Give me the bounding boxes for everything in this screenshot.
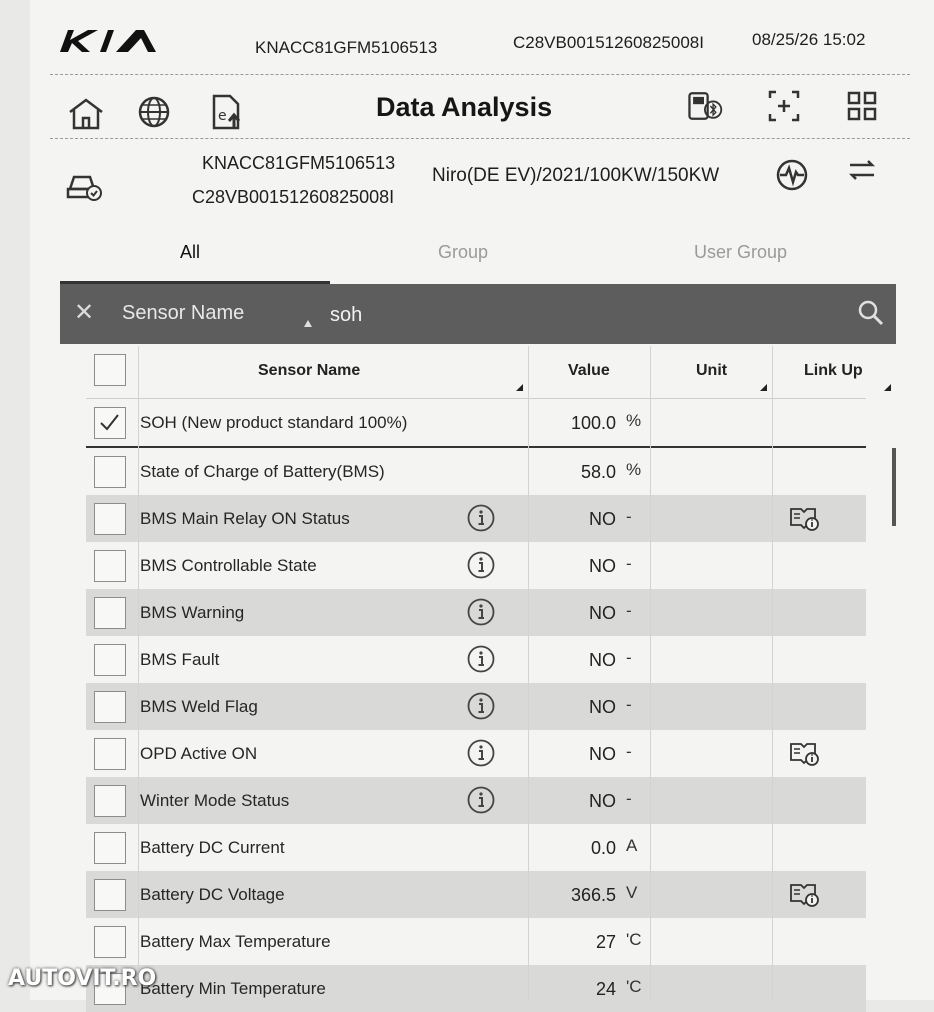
info-icon[interactable] <box>466 738 496 768</box>
sensor-unit: - <box>626 601 632 620</box>
tab-bar <box>60 228 910 288</box>
sensor-unit: - <box>626 507 632 526</box>
row-checkbox[interactable] <box>94 926 126 958</box>
table-row[interactable] <box>86 777 866 824</box>
table-row[interactable] <box>86 871 866 918</box>
table-row[interactable] <box>86 448 866 495</box>
vehicle-check-icon[interactable] <box>64 165 104 205</box>
sort-icon[interactable] <box>884 384 891 391</box>
row-checkbox[interactable] <box>94 550 126 582</box>
tab-group[interactable]: Group <box>438 242 489 262</box>
info-icon[interactable] <box>466 597 496 627</box>
link-up-icon[interactable] <box>788 505 820 533</box>
sensor-value: 0.0 <box>590 838 616 858</box>
table-body <box>86 399 866 1012</box>
sensor-name: Battery DC Voltage <box>140 885 285 904</box>
table-row[interactable] <box>86 965 866 1012</box>
toolbar <box>30 80 910 140</box>
sensor-value: NO <box>589 697 616 717</box>
watermark: AUTOVIT.RO <box>8 966 157 991</box>
table-row[interactable] <box>86 683 866 730</box>
sensor-name: State of Charge of Battery(BMS) <box>140 462 385 481</box>
row-checkbox[interactable] <box>94 785 126 817</box>
col-sensor-name[interactable]: Sensor Name <box>258 362 361 379</box>
col-unit[interactable]: Unit <box>696 362 728 379</box>
vehicle-code: C28VB00151260825008I <box>192 187 395 207</box>
sensor-value: NO <box>589 509 616 529</box>
row-checkbox[interactable] <box>94 691 126 723</box>
tab-user-group[interactable]: User Group <box>694 242 788 262</box>
sensor-value: 58.0 <box>580 462 616 482</box>
search-bar <box>60 284 896 344</box>
column-divider <box>528 346 529 1000</box>
header-vin: KNACC81GFM5106513 <box>255 38 438 57</box>
divider <box>50 74 910 75</box>
sensor-unit: - <box>626 695 632 714</box>
row-checkbox[interactable] <box>94 738 126 770</box>
sensor-value: NO <box>589 791 616 811</box>
header-code: C28VB00151260825008I <box>513 33 704 52</box>
upload-file-icon[interactable] <box>206 92 246 132</box>
sensor-value: NO <box>589 603 616 623</box>
field-dropdown-icon[interactable] <box>304 320 312 327</box>
sensor-unit: 'C <box>626 977 642 996</box>
row-checkbox[interactable] <box>94 644 126 676</box>
vehicle-info-row <box>30 145 910 215</box>
sensor-unit: % <box>626 460 642 479</box>
sensor-name: BMS Controllable State <box>140 556 317 575</box>
vehicle-vin: KNACC81GFM5106513 <box>202 153 396 173</box>
table-row[interactable] <box>86 730 866 777</box>
row-checkbox[interactable] <box>94 832 126 864</box>
column-divider <box>650 346 651 1000</box>
link-up-icon[interactable] <box>788 740 820 768</box>
swap-arrows-icon[interactable] <box>842 151 882 191</box>
sensor-name: BMS Weld Flag <box>140 697 258 716</box>
select-all-checkbox[interactable] <box>94 354 126 386</box>
sensor-name: Battery Max Temperature <box>140 932 331 951</box>
sort-icon[interactable] <box>516 384 523 391</box>
sensor-value: 24 <box>595 979 616 999</box>
info-icon[interactable] <box>466 644 496 674</box>
top-bar <box>30 18 910 68</box>
sensor-unit: - <box>626 789 632 808</box>
clear-search-icon[interactable]: ✕ <box>74 299 95 326</box>
sensor-unit: A <box>626 836 638 855</box>
sensor-unit: V <box>626 883 638 902</box>
sensor-unit: - <box>626 742 632 761</box>
table-row[interactable] <box>86 636 866 683</box>
column-divider <box>772 346 773 1000</box>
column-divider <box>138 346 139 1000</box>
bluetooth-tool-icon[interactable] <box>684 86 724 126</box>
kia-logo <box>58 26 166 56</box>
sensor-name: Winter Mode Status <box>140 791 290 810</box>
table-row[interactable] <box>86 824 866 871</box>
row-checkbox[interactable] <box>94 407 126 439</box>
sensor-unit: % <box>626 411 642 430</box>
search-input[interactable]: soh <box>330 304 363 326</box>
info-icon[interactable] <box>466 691 496 721</box>
sensor-unit: - <box>626 648 632 667</box>
sensor-name: SOH (New product standard 100%) <box>140 413 408 432</box>
sensor-value: NO <box>589 556 616 576</box>
sensor-value: 366.5 <box>570 885 616 905</box>
globe-icon[interactable] <box>134 92 174 132</box>
home-icon[interactable] <box>66 94 106 134</box>
sensor-name: BMS Warning <box>140 603 245 622</box>
col-link-up[interactable]: Link Up <box>804 362 863 379</box>
screen <box>30 0 934 1000</box>
sensor-value: 27 <box>595 932 616 952</box>
sensor-name: Battery Min Temperature <box>140 979 326 998</box>
col-value[interactable]: Value <box>568 362 610 379</box>
info-icon[interactable] <box>466 785 496 815</box>
sensor-value: NO <box>589 650 616 670</box>
table-header <box>86 346 866 399</box>
grid-icon[interactable] <box>842 86 882 126</box>
table-row[interactable] <box>86 918 866 965</box>
vehicle-model: Niro(DE EV)/2021/100KW/150KW <box>432 165 720 186</box>
sensor-name: OPD Active ON <box>140 744 258 763</box>
diagnostic-pulse-icon[interactable] <box>772 155 812 195</box>
sensor-unit: 'C <box>626 930 642 949</box>
table-row[interactable] <box>86 589 866 636</box>
row-checkbox[interactable] <box>94 456 126 488</box>
tab-all[interactable]: All <box>180 242 201 262</box>
info-icon[interactable] <box>466 550 496 580</box>
row-checkbox[interactable] <box>94 879 126 911</box>
header-datetime: 08/25/26 15:02 <box>752 30 866 49</box>
sensor-value: 100.0 <box>570 413 616 433</box>
sensor-table <box>86 346 866 1012</box>
sensor-unit: - <box>626 554 632 573</box>
sensor-name: Battery DC Current <box>140 838 285 857</box>
checkmark-icon <box>95 408 124 437</box>
link-up-icon[interactable] <box>788 881 820 909</box>
search-icon[interactable] <box>856 298 886 328</box>
capture-icon[interactable] <box>764 86 804 126</box>
table-row[interactable] <box>86 542 866 589</box>
info-icon[interactable] <box>466 503 496 533</box>
row-checkbox[interactable] <box>94 503 126 535</box>
divider <box>50 138 910 139</box>
table-row[interactable] <box>86 399 866 448</box>
sensor-value: NO <box>589 744 616 764</box>
sensor-name: BMS Main Relay ON Status <box>140 509 350 528</box>
search-field-selector[interactable]: Sensor Name <box>122 302 245 324</box>
svg-text:e: e <box>218 108 227 124</box>
page-title: Data Analysis <box>376 92 553 122</box>
scrollbar[interactable] <box>892 448 896 526</box>
row-checkbox[interactable] <box>94 597 126 629</box>
table-row[interactable] <box>86 495 866 542</box>
sort-icon[interactable] <box>760 384 767 391</box>
sensor-name: BMS Fault <box>140 650 220 669</box>
